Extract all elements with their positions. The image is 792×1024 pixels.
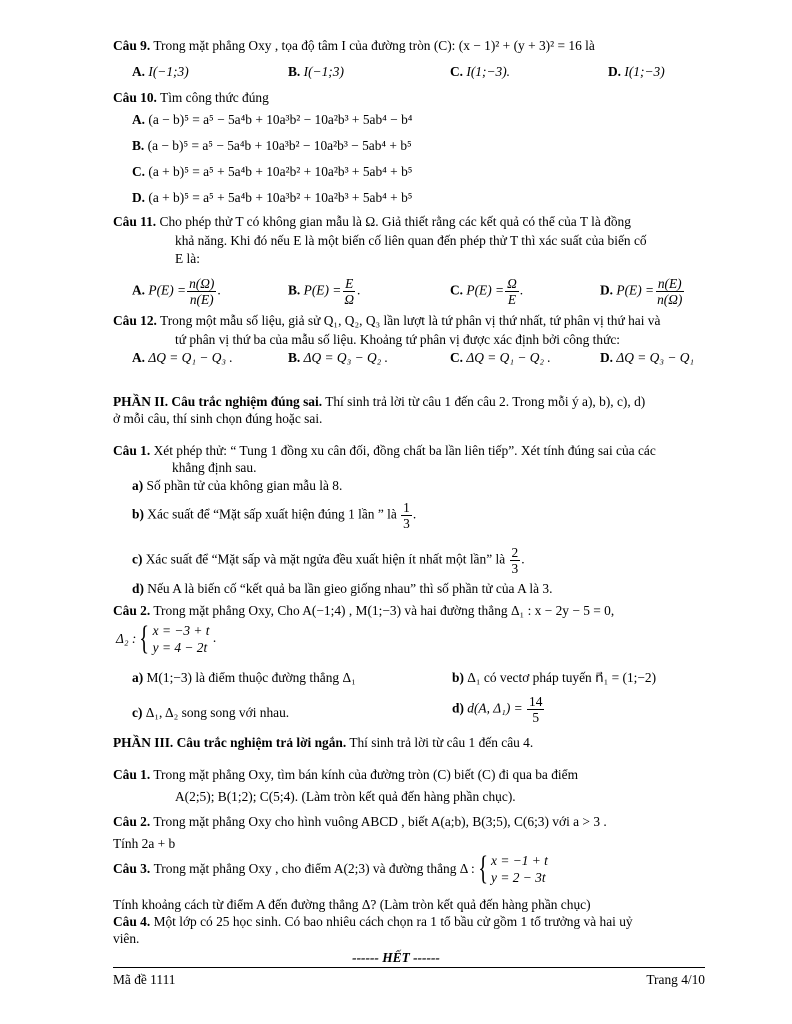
q11-line1: Cho phép thử T có không gian mẫu là Ω. Giả thiết rằng các kết quả có thể của T là đồng [159,214,631,229]
footer-page-number: Trang 4/10 [646,972,705,987]
p3q1-line2: A(2;5); B(1;2); C(5;4). (Làm tròn kết quả đến hàng phần chục). [175,789,516,804]
q9-opt-a: I(−1;3) [148,64,189,79]
p3q3-stem: Câu 3. Trong mặt phẳng Oxy , cho điểm A(2;3) và đường thẳng Δ :{ x = −1 + t y = 2 − 3t [113,850,548,887]
q12-line1: Trong một mẫu số liệu, giả sử Q₁, Q₂, Q₃ lần lượt là tứ phân vị thứ nhất, tứ phân vị thứ hai và [160,313,661,328]
p3q3-line1: Trong mặt phẳng Oxy , cho điểm A(2;3) và đường thẳng Δ : [153,861,475,876]
q9-stem [113,38,595,54]
q10-opt-a: A. (a − b)⁵ = a⁵ − 5a⁴b + 10a³b² − 10a²b³ + 5ab⁴ − b⁴ [132,112,413,127]
end-marker: ------ HẾT ------ [352,950,440,965]
q10-stem [113,90,269,106]
q11-line3: E là: [175,251,200,266]
part2-heading [113,394,645,410]
q11-opt-a-frac: $\frac{n(\Omega)}{n(E)}$ [189,276,215,307]
q9-opt-b: I(−1;3) [303,64,344,79]
q9-opt-a-label: A. [132,64,146,79]
p3q4-line2: viên. [113,931,140,946]
p2q2-stem [113,603,614,619]
p2q2-a: a) M(1;−3) là điểm thuộc đường thẳng Δ₁ [132,670,356,685]
p2q1-d: d) Nếu A là biến cố “kết quả ba lần gieo giống nhau” thì số phần tử của A là 3. [132,581,553,596]
q9-text: Trong mặt phẳng Oxy , tọa độ tâm I của đường tròn (C): (x − 1)² + (y + 3)² = 16 là [153,38,595,53]
p3q1-label: Câu 1. [113,767,151,782]
q12-stem [113,313,660,329]
p2q1-c-frac: $\frac{2}{3}$ [511,545,519,576]
part2-title: PHẦN II. Câu trắc nghiệm đúng sai. [113,394,323,409]
q12-line2: tứ phân vị thứ ba của mẫu số liệu. Khoảng tứ phân vị được xác định bởi công thức: [175,332,621,347]
p3q3-line2: Tính khoảng cách từ điểm A đến đường thẳng Δ? (Làm tròn kết quả đến hàng phần chục) [113,897,591,912]
p3q4-line1: Một lớp có 25 học sinh. Có bao nhiêu cách chọn ra 1 tổ bầu cử gồm 1 tổ trưởng và hai uỷ [153,914,633,929]
p3q3-label: Câu 3. [113,861,151,876]
part3-title: PHẦN III. Câu trắc nghiệm trả lời ngắn. [113,735,347,750]
p3q1-line1: Trong mặt phẳng Oxy, tìm bán kính của đường tròn (C) biết (C) đi qua ba điểm [153,767,579,782]
p2q2-d-frac: $\frac{14}{5}$ [529,694,543,725]
q10-opt-b: B. (a − b)⁵ = a⁵ − 5a⁴b + 10a³b² − 10a²b³ − 5ab⁴ + b⁵ [132,138,412,153]
p2q2-c: c) Δ₁, Δ₂ song song với nhau. [132,705,290,720]
footer-exam-code: Mã đề 1111 [113,972,176,987]
footer-divider [113,967,705,968]
p2q1-c: c) Xác suất để “Mặt sấp và mặt ngửa đều xuất hiện ít nhất một lần” là $\frac{2}{3}$ . [132,545,525,576]
q12-label: Câu 12. [113,313,157,328]
p3q2-line1: Trong mặt phẳng Oxy cho hình vuông ABCD , biết A(a;b), B(3;5), C(6;3) với a > 3 . [153,814,607,829]
p2q1-a: a) Số phần tử của không gian mẫu là 8. [132,478,343,493]
p3q2-label: Câu 2. [113,814,151,829]
p3q4-label: Câu 4. [113,914,151,929]
p2q2-b: b) Δ₁ có vectơ pháp tuyến n⃗₁ = (1;−2) [452,670,657,685]
q11-line2: khả năng. Khi đó nếu E là một biến cố liên quan đến phép thử T thì xác suất của biến cố [175,233,647,248]
p2q1-line2: khẳng định sau. [172,460,257,475]
p2q2-line1: Trong mặt phẳng Oxy, Cho A(−1;4) , M(1;−3) và hai đường thẳng Δ₁ : x − 2y − 5 = 0, [153,603,615,618]
q11-stem [113,214,631,230]
q9-opt-d-label: D. [608,64,622,79]
part2-intro2: ở mỗi câu, thí sinh chọn đúng hoặc sai. [113,411,323,426]
q9-label: Câu 9. [113,38,151,53]
p2q1-line1: Xét phép thử: “ Tung 1 đồng xu cân đối, đồng chất ba lần liên tiếp”. Xét tính đúng sai của các [153,443,656,458]
q9-opt-d: I(1;−3) [624,64,665,79]
q11-opt-c-frac: $\frac{\Omega}{E}$ [507,276,517,307]
q10-opt-d: D. (a + b)⁵ = a⁵ + 5a⁴b + 10a³b² + 10a²b³ + 5ab⁴ + b⁵ [132,190,413,205]
q9-opt-c-label: C. [450,64,464,79]
q10-opt-c: C. (a + b)⁵ = a⁵ + 5a⁴b + 10a²b² + 10a²b³ + 5ab⁴ + b⁵ [132,164,413,179]
q11-opt-d-frac: $\frac{n(E)}{n(\Omega)}$ [657,276,683,307]
p2q1-b: b) Xác suất để “Mặt sấp xuất hiện đúng 1 lần ” là $\frac{1}{3}$ . [132,500,417,531]
p2q2-d: d) d(A, Δ₁) = $\frac{14}{5}$ [452,694,543,725]
part2-intro1: Thí sinh trả lời từ câu 1 đến câu 2. Trong mỗi ý a), b), c), d) [325,394,646,409]
q9-opt-b-label: B. [288,64,301,79]
q11-opt-b-frac: $\frac{E}{\Omega}$ [344,276,354,307]
p2q2-system: Δ₂ :{ x = −3 + t y = 4 − 2t . [116,620,217,657]
p3q1-stem [113,767,578,783]
part3-intro: Thí sinh trả lời từ câu 1 đến câu 4. [349,735,534,750]
p2q1-label: Câu 1. [113,443,151,458]
p2q1-b-frac: $\frac{1}{3}$ [403,500,410,531]
q10-text: Tìm công thức đúng [160,90,269,105]
p3q2-line2: Tính 2a + b [113,836,176,851]
q11-label: Câu 11. [113,214,157,229]
q11-options: A. P(E) = $\frac{n(\Omega)}{n(E)}$ . B. P(E) = $\frac{E}{\Omega}$ . C. P(E) = $\frac{\Omega}{E}$ . D. P(E) = $\frac{n(E)}{n(\Omega)}$ [132,276,683,307]
p2q1-stem [113,443,656,459]
p2q2-label: Câu 2. [113,603,151,618]
q10-label: Câu 10. [113,90,157,105]
p3q2-stem [113,814,607,830]
p3q4-stem [113,914,633,930]
q9-opt-c: I(1;−3). [466,64,511,79]
part3-heading [113,735,533,751]
